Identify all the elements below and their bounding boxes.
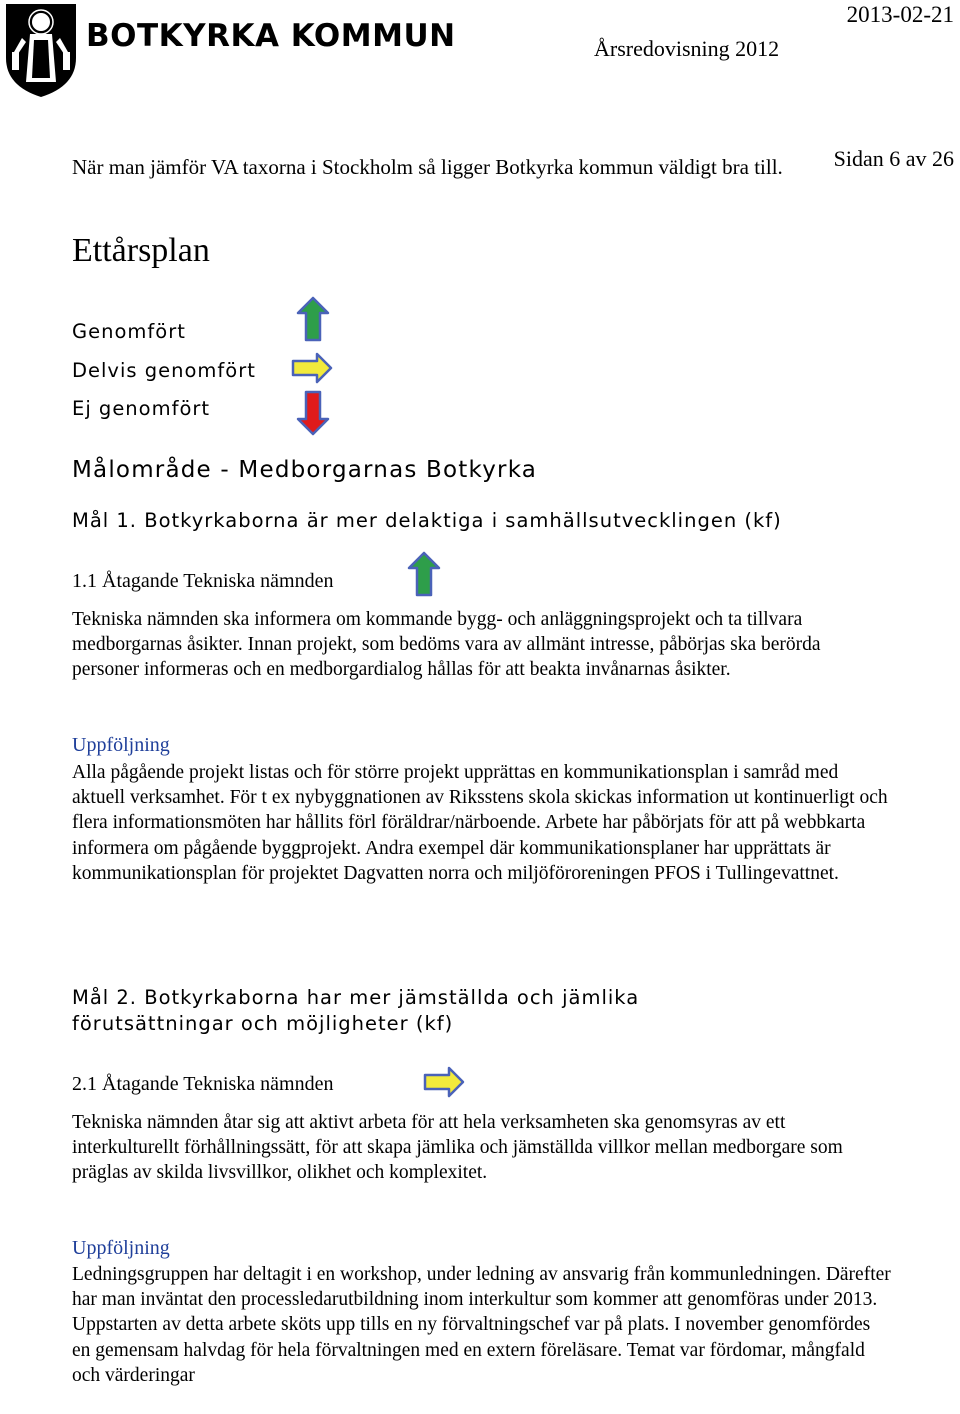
- arrow-right-yellow-icon: [423, 1066, 465, 1103]
- commitment-1-1-text: Tekniska nämnden ska informera om kommande bygg- och anläggningsprojekt och ta tillvara medborgarnas åsikter. Innan projekt, som bedöms vara av allmänt intresse, påbörjas ska berörda personer informeras och en medborgardialog hållas för att beakta invånarnas åsikter.: [72, 609, 821, 681]
- document-title: Årsredovisning 2012: [594, 36, 780, 61]
- section-heading: Ettårsplan: [72, 232, 210, 269]
- page-number: Sidan 6 av 26: [833, 146, 954, 171]
- intro-paragraph: När man jämför VA taxorna i Stockholm så ligger Botkyrka kommun väldigt bra till.: [72, 155, 783, 179]
- followup-label: Uppföljning: [72, 734, 170, 756]
- legend-label-ej-genomfort: Ej genomfört: [72, 397, 211, 420]
- commitment-2-1-heading: 2.1 Åtagande Tekniska nämnden: [72, 1073, 334, 1095]
- legend-label-delvis-genomfort: Delvis genomfört: [72, 359, 256, 382]
- arrow-down-red-icon: [296, 390, 330, 441]
- followup-1-1-text: Alla pågående projekt listas och för större projekt upprättas en kommunikationsplan i samråd med aktuell verksamhet. För t ex nybyggnationen av Riksstens skola skickas information ut kontinuerligt och flera informationsmöten har hållits förl föräldrar/närboende. Arbete har påbörjats för att på webbkarta informera om pågående byggprojekt. Andra exempel där kommunikationsplaner har upprättats är kommunikationsplan för projektet Dagvatten norra och miljöföroreningen PFOS i Tullingevattnet.: [72, 762, 888, 884]
- municipality-coat-of-arms-logo: [0, 0, 90, 100]
- commitment-1-1-heading: 1.1 Åtagande Tekniska nämnden: [72, 570, 334, 592]
- arrow-up-green-icon: [296, 296, 330, 347]
- brand-name: BOTKYRKA KOMMUN: [86, 18, 456, 54]
- goal-1-heading: Mål 1. Botkyrkaborna är mer delaktiga i samhällsutvecklingen (kf): [72, 509, 782, 532]
- arrow-up-green-icon: [407, 551, 441, 602]
- followup-2-1-text: Ledningsgruppen har deltagit i en workshop, under ledning av ansvarig från kommunledningen. Därefter har man inväntat den processledarutbildning inom interkultur som kommer att genomföras under 2013. Uppstarten av detta arbete sköts upp tills en ny förvaltningschef var på plats. I november genomfördes en gemensam halvdag för hela förvaltningen med en extern föreläsare. Temat var fördomar, mångfald och värderingar: [72, 1264, 891, 1386]
- document-date: 2013-02-21: [846, 2, 954, 27]
- legend-label-genomfort: Genomfört: [72, 320, 186, 343]
- commitment-2-1-text: Tekniska nämnden åtar sig att aktivt arbeta för att hela verksamheten ska genomsyras av ett interkulturellt förhållningssätt, för att skapa jämlika och jämställda villkor mellan medborgare som präglas av skilda livsvillkor, olikhet och komplexitet.: [72, 1112, 843, 1184]
- arrow-right-yellow-icon: [291, 352, 333, 389]
- followup-label: Uppföljning: [72, 1237, 170, 1259]
- goal-2-heading: Mål 2. Botkyrkaborna har mer jämställda och jämlika förutsättningar och möjligheter (kf): [72, 986, 640, 1035]
- goal-area-heading: Målområde - Medborgarnas Botkyrka: [72, 457, 538, 483]
